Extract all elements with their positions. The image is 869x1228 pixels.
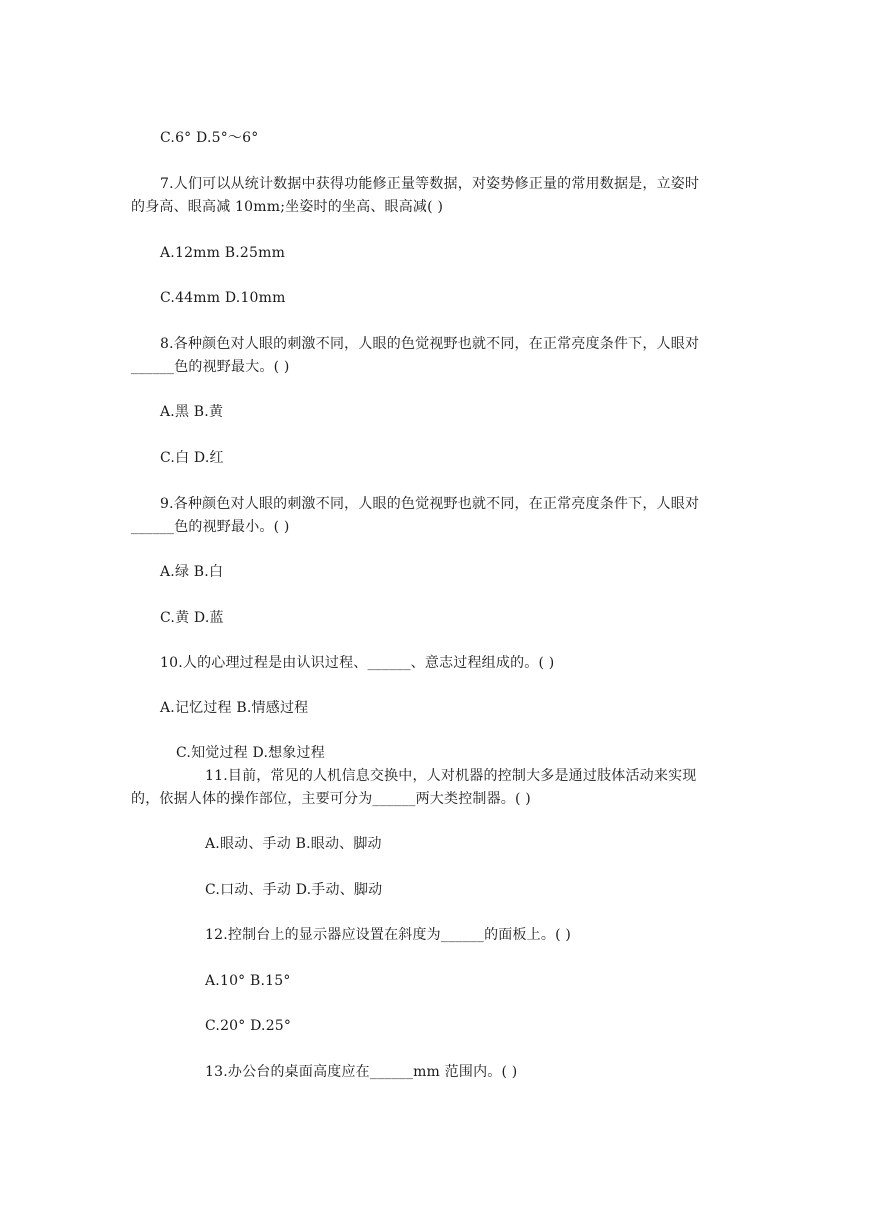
q11-options-ab: A.眼动、手动 B.眼动、脚动: [205, 836, 382, 852]
q10-options-ab: A.记忆过程 B.情感过程: [160, 700, 309, 716]
q12-options-ab: A.10° B.15°: [205, 973, 291, 989]
q12-stem: 12.控制台上的显示器应设置在斜度为______的面板上。( ): [205, 927, 572, 943]
q7-options-cd: C.44mm D.10mm: [160, 290, 286, 306]
q9-options-ab: A.绿 B.白: [160, 564, 224, 580]
q8-options-cd: C.白 D.红: [160, 450, 224, 466]
q7-stem-line2: 的身高、眼高减 10mm;坐姿时的坐高、眼高减( ): [131, 199, 444, 215]
q10-stem: 10.人的心理过程是由认识过程、______、意志过程组成的。( ): [160, 655, 555, 671]
q7-options-ab: A.12mm B.25mm: [160, 245, 286, 261]
q13-stem: 13.办公台的桌面高度应在______mm 范围内。( ): [205, 1064, 518, 1080]
q8-stem-line2: ______色的视野最大。( ): [131, 359, 290, 375]
q12-options-cd: C.20° D.25°: [205, 1018, 292, 1034]
q10-options-cd: C.知觉过程 D.想象过程: [176, 745, 325, 761]
q11-stem-line1: 11.目前，常见的人机信息交换中，人对机器的控制大多是通过肢体活动来实现: [205, 768, 697, 784]
q9-stem-line1: 9.各种颜色对人眼的刺激不同，人眼的色觉视野也就不同，在正常亮度条件下，人眼对: [160, 496, 700, 512]
q6-options-cd: C.6° D.5°～6°: [160, 130, 259, 146]
q9-options-cd: C.黄 D.蓝: [160, 610, 224, 626]
q9-stem-line2: ______色的视野最小。( ): [131, 519, 290, 535]
q7-stem-line1: 7.人们可以从统计数据中获得功能修正量等数据，对姿势修正量的常用数据是，立姿时: [160, 176, 700, 192]
q11-options-cd: C.口动、手动 D.手动、脚动: [205, 882, 383, 898]
q11-stem-line2: 的，依据人体的操作部位，主要可分为______两大类控制器。( ): [131, 791, 531, 807]
q8-stem-line1: 8.各种颜色对人眼的刺激不同，人眼的色觉视野也就不同，在正常亮度条件下，人眼对: [160, 336, 700, 352]
q8-options-ab: A.黑 B.黄: [160, 404, 224, 420]
